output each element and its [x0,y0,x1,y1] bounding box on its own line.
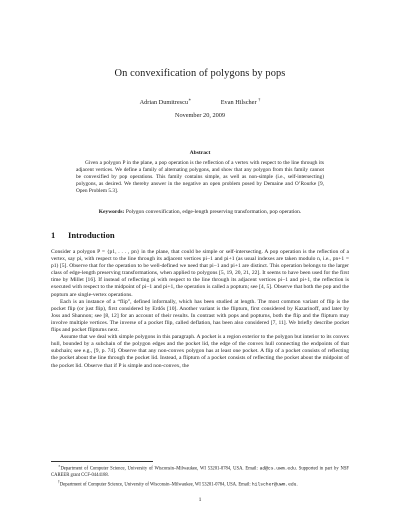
author: Adrian Dumitrescu∗ [139,97,192,107]
section-title: Introduction [68,230,115,240]
section-heading [51,230,115,240]
author-list [0,97,400,106]
paper-date: November 20, 2009 [174,112,226,119]
author: Evan Hilscher † [220,97,261,107]
keywords-label: Keywords: [98,209,125,215]
section-number: 1 [51,230,56,240]
body-paragraph: Assume that we deal with simple polygons in this paragraph. A pocket is a region exterior to the polygon but interior to its convex hull, bounded by a subchain of the polygon edges and the pocket lid, the edge of the convex hull connecting the endpoints of that subchain; see e.g., [9, p. 74]. Observe that any non-convex polygon has at least one pocket. A flip of a pocket consists of reflecting the pocket about the line through the pocket lid. Instead, a flipturn of a pocket consists of reflecting the pocket about the midpoint of the pocket lid. Observe that if P is simple and non-convex, the [51,334,349,369]
footnotes [51,463,349,489]
keywords-line [0,209,400,215]
paper-title: On convexification of polygons by pops [114,68,286,79]
footnote: ∗Department of Computer Science, University of Wisconsin–Milwaukee, WI 53201-0784, USA. Email: ad@cs.uwm.edu. Supported in part by NSF CAREER grant CCF-0444188. [51,464,349,478]
author-email-link[interactable]: ad@cs.uwm.edu [259,466,296,472]
author-email-link[interactable]: hilscher@uwm.edu [251,482,297,488]
page-number: 1 [198,497,202,503]
section-body [51,249,349,370]
footnote: †Department of Computer Science, University of Wisconsin–Milwaukee, WI 53201-0784, USA. Email: hilscher@uwm.edu. [58,480,298,488]
keywords-text: Polygon convexification, edge-length preserving transformation, pop operation. [125,209,302,215]
body-paragraph: Consider a polygon P = {p1, . . . , pn} in the plane, that could be simple or self-intersecting. A pop operation is the reflection of a vertex, say pi, with respect to the line through its adjacent vertices pi−1 and pi+1 (as usual indexes are taken modulo n, i.e., pn+1 = p1) [5]. Observe that for the operation to be well-defined we need that pi−1 and pi+1 are distinct. This operation belongs to the larger class of edge-length preserving transformations, when applied to polygons [5, 19, 20, 21, 22]. It seems to have been used for the first time by Millet [16]. If instead of reflecting pi with respect to the line through its adjacent vertices pi−1 and pi+1, the reflection is executed with respect to the midpoint of pi−1 and pi+1, the operation is called a popturn; see [4, 5]. Observe that both the pop and the popturn are single-vertex operations. [51,249,349,298]
footnote-rule [51,461,153,462]
body-paragraph: Each is an instance of a “flip”, defined informally, which has been studied at length. The most common variant of flip is the pocket flip (or just flip), first considered by Erdős [10]. Another variant is the flipturn, first considered by Kazarinoff, and later by Joss and Shannon; see [8, 12] for an account of their results. In contrast with pops and popturns, both the flip and the flipturn may involve multiple vertices. The inverse of a pocket flip, called deflation, has been also considered [7, 11]. We briefly describe pocket flips and pocket flipturns next. [51,298,349,334]
abstract-heading: Abstract [189,150,211,156]
abstract-text: Given a polygon P in the plane, a pop operation is the reflection of a vertex with respect to the line through its adjacent vertices. We define a family of alternating polygons, and show that any polygon from this family cannot be convexified by pop operations. This family contains simple, as well as non-simple (i.e., self-intersecting) polygons, as desired. We thereby answer in the negative an open problem posed by Demaine and O’Rourke [9, Open Problem 5.3]. [76,160,324,195]
